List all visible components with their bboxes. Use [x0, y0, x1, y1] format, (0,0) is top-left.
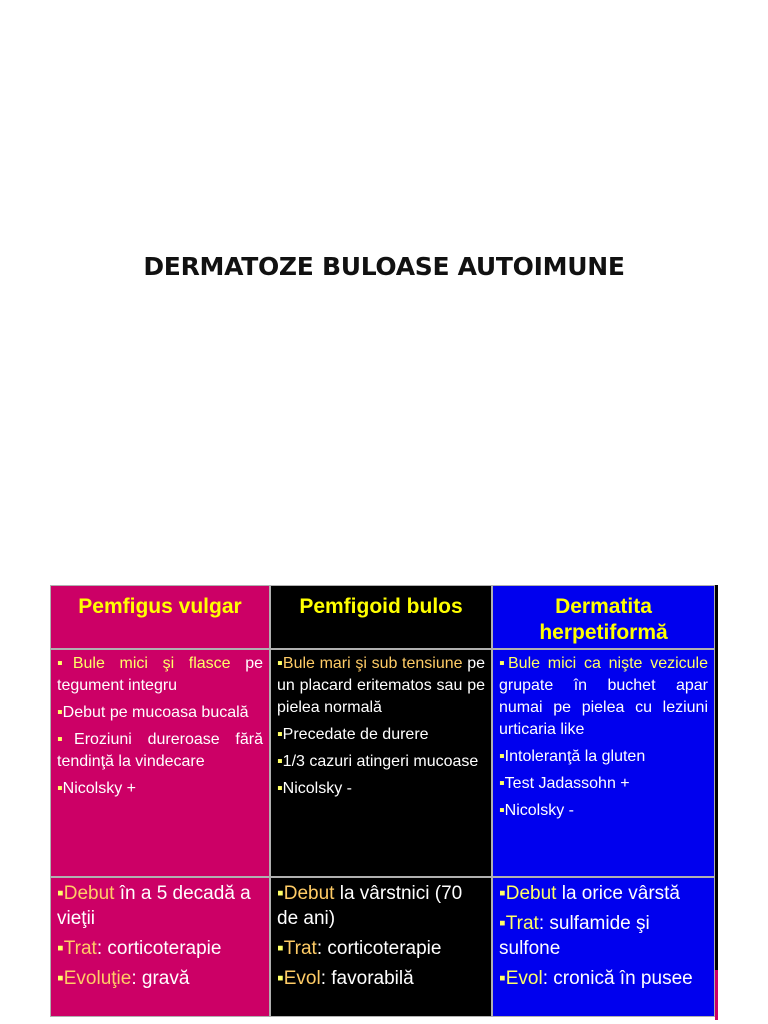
list-item: ▪ Test Jadassohn +: [499, 773, 708, 795]
list-item: ▪ Bule mici ca nişte vezicule grupate în buchet apar numai pe pielea cu leziuni urticaria like: [499, 653, 708, 741]
list-item: ▪ Nicolsky +: [57, 778, 263, 800]
cell-row2-col2: [270, 877, 492, 1017]
header-line-1: Dermatita: [555, 595, 652, 618]
list-item: ▪ Debut în a 5 decadă a vieţii: [57, 881, 263, 931]
list-item: ▪ Debut pe mucoasa bucală: [57, 702, 263, 724]
list-item: ▪ Trat: corticoterapie: [277, 936, 485, 961]
header-dermatita-herpetiforma: [492, 585, 715, 649]
list-item: ▪ Bule mici şi flasce pe tegument integru: [57, 653, 263, 697]
list-item: ▪ Evoluţie: gravă: [57, 966, 263, 991]
list-item: ▪ Nicolsky -: [499, 800, 708, 822]
list-item: ▪ Bule mari şi sub tensiune pe un placard eritematos sau pe pielea normală: [277, 653, 485, 719]
list-item: ▪ 1/3 cazuri atingeri mucoase: [277, 751, 485, 773]
decorative-edge: [715, 970, 718, 1020]
list-item: ▪ Debut la vârstnici (70 de ani): [277, 881, 485, 931]
comparison-table: [50, 585, 718, 1017]
header-pemfigoid-bulos: Pemfigoid bulos: [270, 585, 492, 649]
header-pemfigus-vulgar: Pemfigus vulgar: [50, 585, 270, 649]
list-item: ▪ Precedate de durere: [277, 724, 485, 746]
header-line-2: herpetiformă: [539, 621, 668, 644]
cell-row2-col1: [50, 877, 270, 1017]
cell-row1-col1: [50, 649, 270, 877]
list-item: ▪ Nicolsky -: [277, 778, 485, 800]
list-item: ▪ Intoleranţă la gluten: [499, 746, 708, 768]
list-item: ▪ Trat: sulfamide şi sulfone: [499, 911, 708, 961]
list-item: ▪ Debut la orice vârstă: [499, 881, 708, 906]
list-item: ▪ Eroziuni dureroase fără tendinţă la vindecare: [57, 729, 263, 773]
list-item: ▪ Evol: favorabilă: [277, 966, 485, 991]
cell-row1-col2: [270, 649, 492, 877]
list-item: ▪ Evol: cronică în pusee: [499, 966, 708, 991]
cell-row2-col3: [492, 877, 715, 1017]
page-title: DERMATOZE BULOASE AUTOIMUNE: [143, 252, 625, 281]
cell-row1-col3: [492, 649, 715, 877]
list-item: ▪ Trat: corticoterapie: [57, 936, 263, 961]
